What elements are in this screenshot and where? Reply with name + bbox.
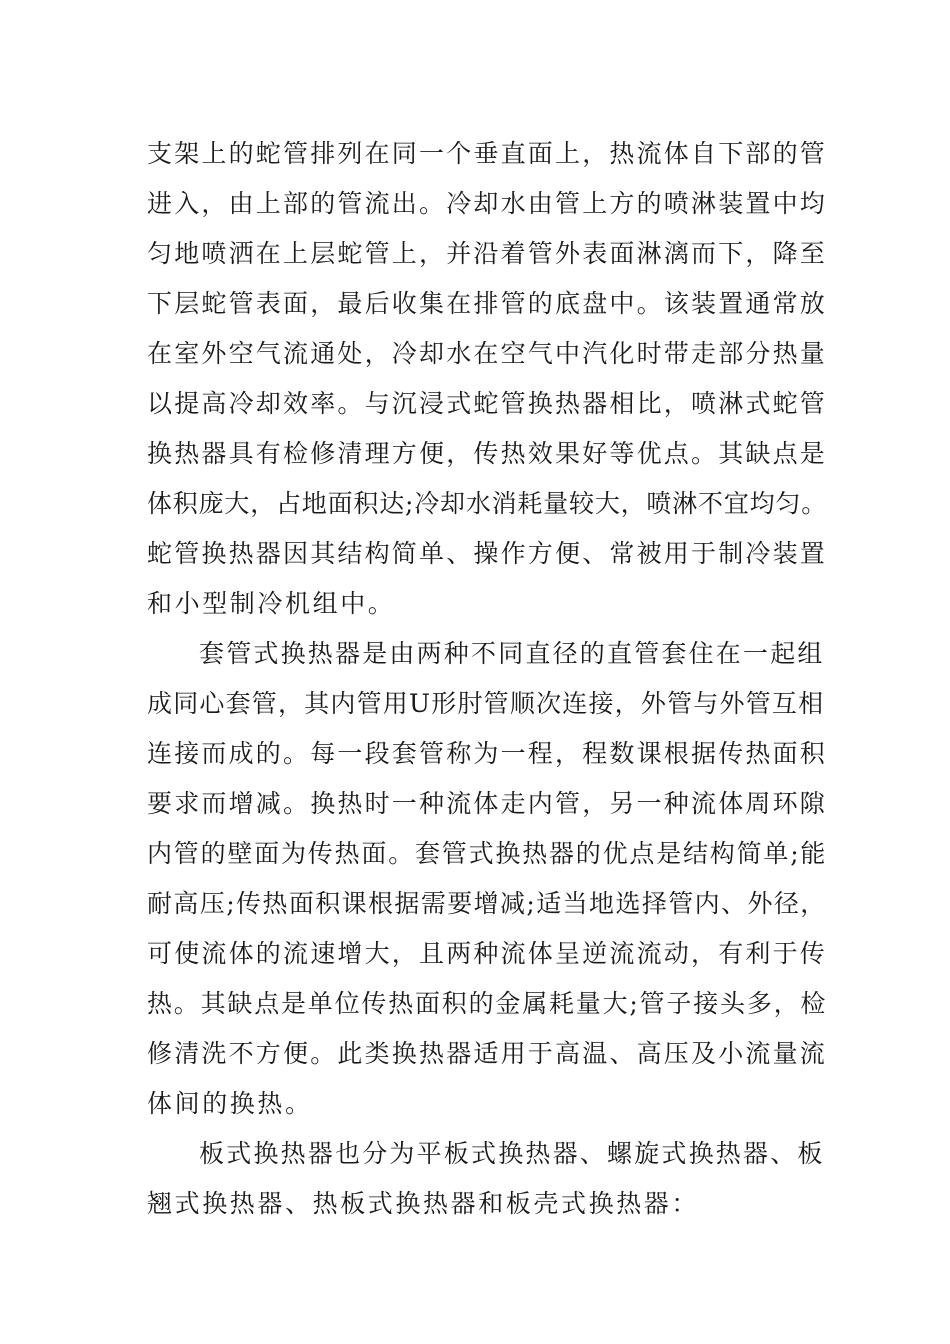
text-line: 下层蛇管表面，最后收集在排管的底盘中。该装置通常放 bbox=[147, 289, 828, 318]
text-line: 在室外空气流通处，冷却水在空气中汽化时带走部分热量 bbox=[147, 339, 828, 368]
text-line: 成同心套管，其内管用U形肘管顺次连接，外管与外管互相 bbox=[147, 689, 825, 718]
text-line: 匀地喷洒在上层蛇管上，并沿着管外表面淋漓而下，降至 bbox=[147, 239, 828, 268]
text-line: 翘式换热器、热板式换热器和板壳式换热器： bbox=[147, 1189, 700, 1218]
text-line: 板式换热器也分为平板式换热器、螺旋式换热器、板 bbox=[199, 1139, 825, 1168]
text-line: 内管的壁面为传热面。套管式换热器的优点是结构简单;能 bbox=[147, 839, 828, 868]
text-line: 进入，由上部的管流出。冷却水由管上方的喷淋装置中均 bbox=[147, 189, 828, 218]
text-line: 连接而成的。每一段套管称为一程，程数课根据传热面积 bbox=[147, 739, 828, 768]
text-line: 体积庞大，占地面积达;冷却水消耗量较大，喷淋不宜均匀。 bbox=[147, 489, 828, 518]
text-line: 套管式换热器是由两种不同直径的直管套住在一起组 bbox=[199, 639, 825, 668]
text-line: 蛇管换热器因其结构简单、操作方便、常被用于制冷装置 bbox=[147, 539, 828, 568]
text-line: 换热器具有检修清理方便，传热效果好等优点。其缺点是 bbox=[147, 439, 828, 468]
text-line: 和小型制冷机组中。 bbox=[147, 589, 396, 618]
text-line: 修清洗不方便。此类换热器适用于高温、高压及小流量流 bbox=[147, 1039, 828, 1068]
text-line: 体间的换热。 bbox=[147, 1089, 313, 1118]
text-line: 耐高压;传热面积课根据需要增减;适当地选择管内、外径， bbox=[147, 889, 827, 918]
text-line: 支架上的蛇管排列在同一个垂直面上，热流体自下部的管 bbox=[147, 139, 828, 168]
text-line: 热。其缺点是单位传热面积的金属耗量大;管子接头多，检 bbox=[147, 989, 828, 1018]
text-line: 要求而增减。换热时一种流体走内管，另一种流体周环隙 bbox=[147, 789, 828, 818]
text-line: 以提高冷却效率。与沉浸式蛇管换热器相比，喷淋式蛇管 bbox=[147, 389, 828, 418]
text-line: 可使流体的流速增大，且两种流体呈逆流流动，有利于传 bbox=[147, 939, 828, 968]
